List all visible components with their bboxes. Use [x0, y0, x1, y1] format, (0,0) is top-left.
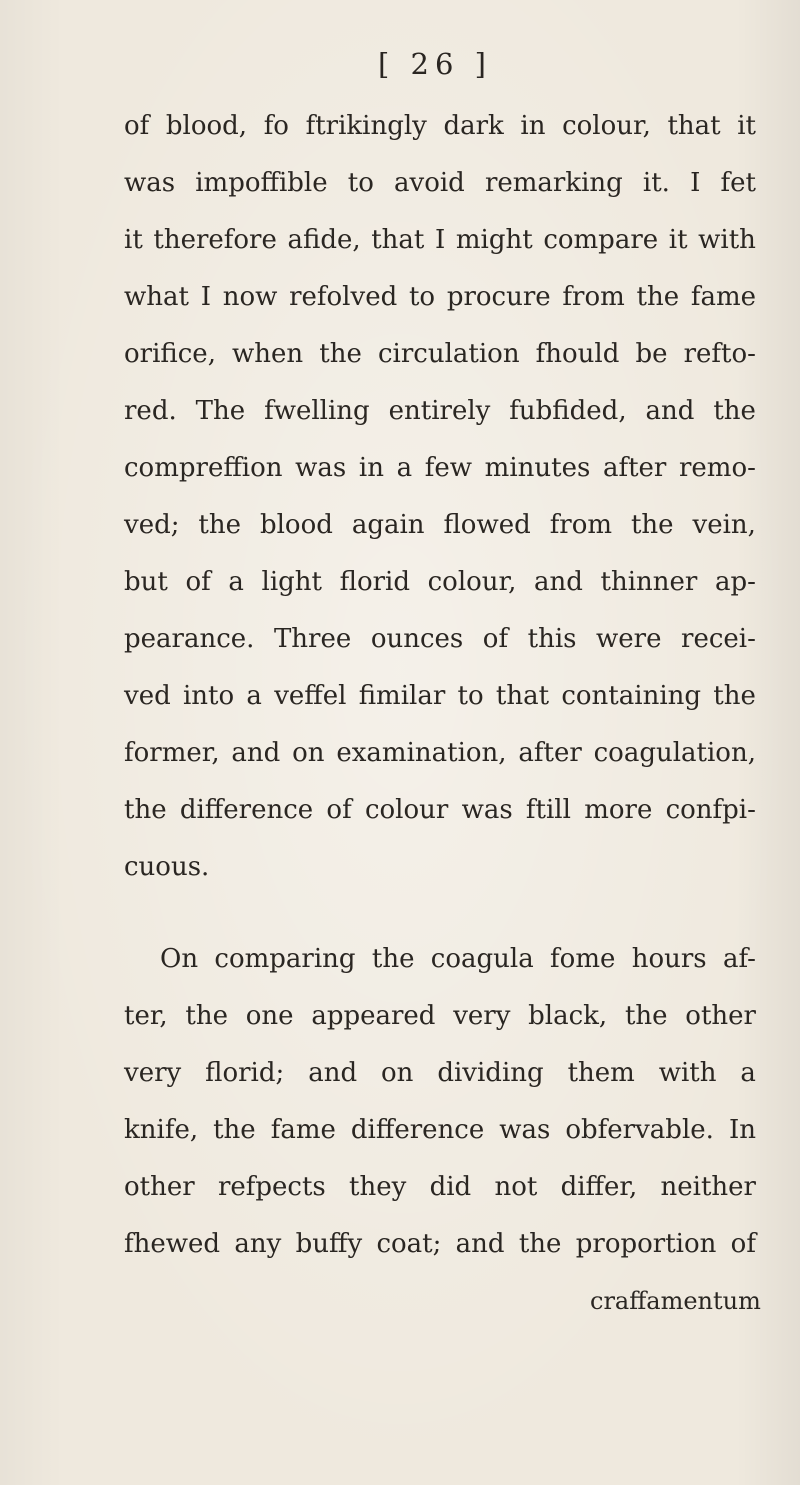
word: ounces — [370, 624, 464, 654]
word: compare — [543, 225, 659, 255]
word: In — [728, 1115, 756, 1145]
word: dividing — [437, 1058, 544, 1088]
word: examination, — [336, 738, 507, 768]
text-line — [124, 621, 756, 657]
text-line — [124, 998, 756, 1034]
word: coagulation, — [593, 738, 756, 768]
word: On — [160, 944, 199, 974]
word: now — [222, 282, 278, 312]
text-line — [124, 279, 756, 315]
word: to — [347, 168, 374, 198]
word: light — [261, 567, 322, 597]
word: the — [124, 795, 167, 825]
word: refto- — [683, 339, 756, 369]
word: coat; — [376, 1229, 442, 1259]
word: Three — [273, 624, 352, 654]
word: hours — [631, 944, 707, 974]
word: comparing — [214, 944, 356, 974]
word: with — [658, 1058, 717, 1088]
word: circulation — [377, 339, 520, 369]
word: was — [295, 453, 347, 483]
word: to — [457, 681, 484, 711]
word: containing — [561, 681, 702, 711]
catchword: craffamentum — [590, 1287, 761, 1315]
word: ftrikingly — [305, 111, 427, 141]
text-line — [160, 941, 756, 977]
text-line — [124, 336, 756, 372]
word: therefore — [153, 225, 277, 255]
word: in — [520, 111, 546, 141]
page-number: [ 26 ] — [378, 47, 492, 81]
word: fo — [263, 111, 289, 141]
word: not — [494, 1172, 538, 1202]
word: a — [246, 681, 262, 711]
word: fimilar — [358, 681, 446, 711]
word: remarking — [484, 168, 623, 198]
word: and — [231, 738, 281, 768]
word: blood, — [165, 111, 248, 141]
word: a — [396, 453, 413, 483]
word: few — [424, 453, 473, 483]
word: coagula — [430, 944, 534, 974]
word: flowed — [443, 510, 531, 540]
word: a — [228, 567, 244, 597]
word: colour, — [427, 567, 517, 597]
word: did — [429, 1172, 472, 1202]
word: that — [371, 225, 425, 255]
word: fwelling — [264, 396, 370, 426]
word: remo- — [678, 453, 756, 483]
word: afide, — [287, 225, 361, 255]
word: a — [740, 1058, 756, 1088]
word: be — [635, 339, 668, 369]
word: of — [326, 795, 352, 825]
text-line — [124, 1226, 756, 1262]
word: but — [124, 567, 168, 597]
word: them — [567, 1058, 635, 1088]
text-line — [124, 108, 756, 144]
word: ftill — [525, 795, 571, 825]
word: ved; — [124, 510, 180, 540]
word: they — [349, 1172, 407, 1202]
word: refpects — [217, 1172, 326, 1202]
text-line — [124, 1055, 756, 1091]
word: fame — [690, 282, 756, 312]
word: former, — [124, 738, 220, 768]
word: avoid — [394, 168, 465, 198]
word: refolved — [289, 282, 398, 312]
word: and — [455, 1229, 505, 1259]
word: and — [645, 396, 695, 426]
word: the — [213, 1115, 256, 1145]
word: of — [185, 567, 211, 597]
word: ap- — [714, 567, 756, 597]
word: the — [185, 1001, 229, 1031]
word: pearance. — [124, 624, 255, 654]
text-line — [124, 564, 756, 600]
word: fhewed — [124, 1229, 221, 1259]
word: the — [624, 1001, 668, 1031]
word: after — [602, 453, 667, 483]
word: on — [292, 738, 325, 768]
word: of — [730, 1229, 756, 1259]
word: one — [245, 1001, 294, 1031]
text-line — [124, 1112, 756, 1148]
word: other — [124, 1172, 195, 1202]
text-line — [124, 1169, 756, 1205]
word: florid; — [205, 1058, 285, 1088]
word: that — [495, 681, 550, 711]
word: very — [453, 1001, 511, 1031]
word: florid — [339, 567, 410, 597]
word: the — [371, 944, 415, 974]
word: I — [200, 282, 211, 312]
word: the — [713, 681, 756, 711]
word: and — [534, 567, 583, 597]
word: neither — [660, 1172, 756, 1202]
word: I — [690, 168, 701, 198]
word: was — [124, 168, 176, 198]
word: appeared — [311, 1001, 436, 1031]
word: entirely — [388, 396, 491, 426]
word: impoffible — [195, 168, 328, 198]
word: the — [198, 510, 242, 540]
word: after — [518, 738, 582, 768]
word: more — [584, 795, 653, 825]
word: to — [408, 282, 436, 312]
word: proportion — [575, 1229, 717, 1259]
text-line — [124, 792, 756, 828]
word: fubfided, — [509, 396, 627, 426]
word: orifice, — [124, 339, 216, 369]
word: of — [482, 624, 509, 654]
word: with — [698, 225, 756, 255]
word: buffy — [295, 1229, 363, 1259]
word: the — [518, 1229, 562, 1259]
text-line — [124, 735, 756, 771]
word: was — [461, 795, 513, 825]
text-line — [124, 165, 756, 201]
word: I — [435, 225, 446, 255]
word: from — [562, 282, 625, 312]
word: other — [685, 1001, 756, 1031]
word: The — [195, 396, 246, 426]
text-line — [124, 450, 756, 486]
word: the — [713, 396, 756, 426]
word: it — [668, 225, 688, 255]
text-line — [124, 678, 756, 714]
word: difference — [179, 795, 314, 825]
word: it — [124, 225, 143, 255]
word: any — [234, 1229, 282, 1259]
text-line — [124, 393, 756, 429]
word: and — [308, 1058, 358, 1088]
text-line — [124, 507, 756, 543]
word: confpi- — [665, 795, 756, 825]
word: of — [124, 111, 150, 141]
text-line — [124, 222, 756, 258]
word: fome — [550, 944, 616, 974]
word: thinner — [600, 567, 698, 597]
word: colour — [364, 795, 449, 825]
word: minutes — [484, 453, 591, 483]
word: fame — [270, 1115, 336, 1145]
word: what — [124, 282, 189, 312]
word: very — [124, 1058, 182, 1088]
word: black, — [528, 1001, 608, 1031]
word: difference — [350, 1115, 485, 1145]
word: the — [319, 339, 362, 369]
word: red. — [124, 396, 177, 426]
word: it. — [642, 168, 670, 198]
word: fhould — [535, 339, 620, 369]
word: ter, — [124, 1001, 168, 1031]
word: obfervable. — [565, 1115, 714, 1145]
word: procure — [446, 282, 551, 312]
word: dark — [443, 111, 504, 141]
word: fet — [720, 168, 756, 198]
word: this — [527, 624, 577, 654]
word: recei- — [681, 624, 756, 654]
word: into — [182, 681, 235, 711]
word: colour, — [562, 111, 651, 141]
word: differ, — [560, 1172, 638, 1202]
word: when — [232, 339, 304, 369]
word: on — [381, 1058, 414, 1088]
word: knife, — [124, 1115, 199, 1145]
word: might — [455, 225, 533, 255]
word: the — [630, 510, 674, 540]
word: veffel — [274, 681, 347, 711]
word: it — [737, 111, 756, 141]
word: ved — [124, 681, 171, 711]
word: vein, — [692, 510, 756, 540]
word: compreffion — [124, 453, 283, 483]
word: af- — [722, 944, 756, 974]
word: from — [549, 510, 613, 540]
word: was — [499, 1115, 551, 1145]
word: in — [358, 453, 384, 483]
text-line: cuous. — [124, 852, 210, 882]
word: blood — [259, 510, 333, 540]
word: the — [636, 282, 680, 312]
word: that — [667, 111, 721, 141]
word: were — [596, 624, 662, 654]
word: again — [351, 510, 425, 540]
